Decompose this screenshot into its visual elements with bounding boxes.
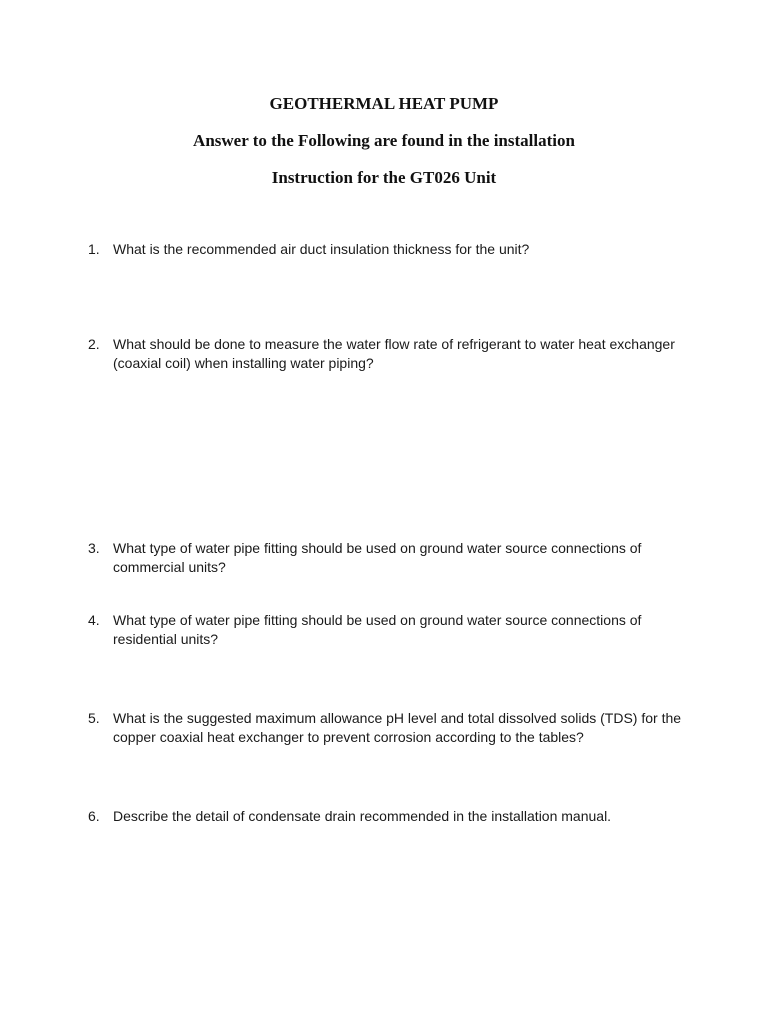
question-3	[88, 539, 688, 577]
question-1	[88, 240, 688, 259]
question-number: 3.	[88, 540, 100, 556]
question-number: 6.	[88, 808, 100, 824]
question-text: What type of water pipe fitting should be used on ground water source connections of residential units?	[113, 612, 642, 647]
question-text: What type of water pipe fitting should be used on ground water source connections of commercial units?	[113, 540, 642, 575]
question-2	[88, 335, 688, 373]
question-text: What is the suggested maximum allowance pH level and total dissolved solids (TDS) for the copper coaxial heat exchanger to prevent corrosion according to the tables?	[113, 710, 682, 745]
document-subtitle-unit: Instruction for the GT026 Unit	[271, 168, 497, 187]
question-text: What is the recommended air duct insulation thickness for the unit?	[113, 241, 530, 257]
question-number: 5.	[88, 710, 100, 726]
question-text: What should be done to measure the water flow rate of refrigerant to water heat exchanger (coaxial coil) when installing water piping?	[113, 336, 675, 371]
question-6	[88, 807, 688, 826]
question-number: 2.	[88, 336, 100, 352]
question-number: 4.	[88, 612, 100, 628]
document-title: GEOTHERMAL HEAT PUMP	[269, 94, 499, 113]
question-text: Describe the detail of condensate drain recommended in the installation manual.	[113, 808, 612, 824]
question-5	[88, 709, 688, 747]
question-4	[88, 611, 688, 649]
question-number: 1.	[88, 241, 100, 257]
document-subtitle: Answer to the Following are found in the installation	[193, 131, 575, 150]
